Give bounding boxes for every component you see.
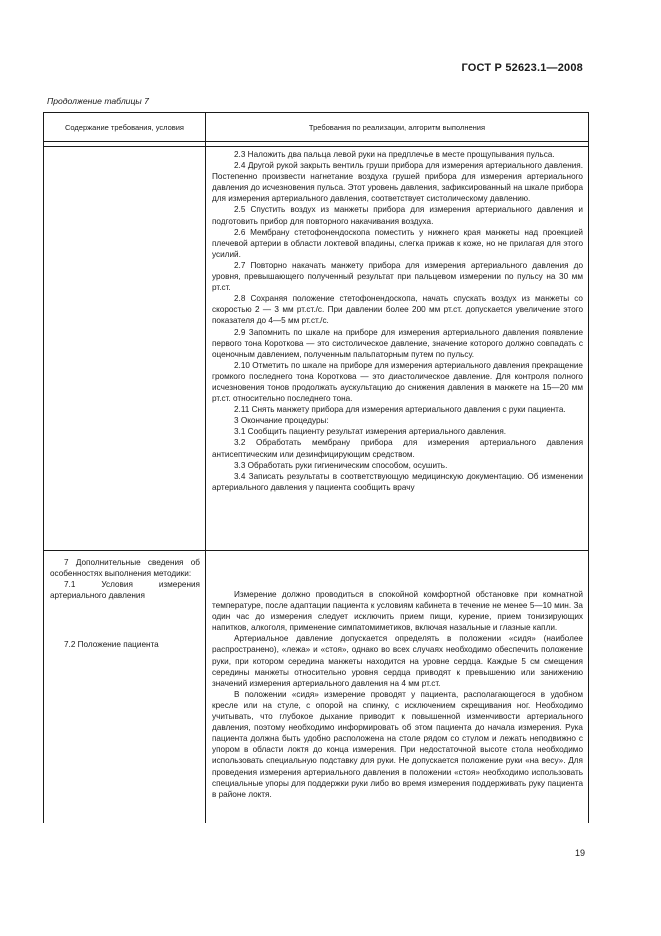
column-divider bbox=[205, 113, 206, 823]
step-3-4: 3.4 Записать результаты в соответствующую медицинскую документацию. Об изменении артериального давления у пациента сообщить врачу bbox=[212, 471, 583, 492]
row-separator bbox=[44, 550, 588, 551]
step-2-10: 2.10 Отметить по шкале на приборе для измерения артериального давления прекращение громкого последнего тона Короткова — это диастолическое давление. Для контроля полного исчезновения тонов продолжать аускультацию до снижения давления в манжете на 15—20 мм рт.ст. относительно последнего тона. bbox=[212, 360, 583, 404]
sitting-position-paragraph: В положении «сидя» измерение проводят у пациента, располагающегося в удобном кресле или на стуле, с опорой на спинку, с исключением скрещивания ног. Необходимо учитывать, что глубокое дыхание приводит к повышенной изменчивости артериального давления, поэтому необходимо информировать об этом пациента до начала измерения. Рука пациента должна быть удобно расположена на столе рядом со стулом и лежать неподвижно с упором в области локтя до конца измерения. При недостаточной высоте стола необходимо использовать специальную подставку для руки. Не допускается положение руки «на весу». Для проведения измерения артериального давления в положении «стоя» необходимо использовать специальные упоры для поддержки руки либо во время измерения поддерживать руку пациента в районе локтя. bbox=[212, 689, 583, 799]
row-2-content-cell bbox=[50, 557, 200, 650]
item-7-2: 7.2 Положение пациента bbox=[64, 640, 159, 650]
step-2-5: 2.5 Спустить воздух из манжеты прибора для измерения артериального давления и подготовить прибор для повторного накачивания воздуха. bbox=[212, 205, 583, 226]
step-2-11: 2.11 Снять манжету прибора для измерения артериального давления с руки пациента. bbox=[234, 405, 566, 415]
step-3-1: 3.1 Сообщить пациенту результат измерения артериального давления. bbox=[234, 427, 507, 437]
step-2-3: 2.3 Наложить два пальца левой руки на предплечье в месте прощупывания пульса. bbox=[234, 150, 555, 159]
page-number: 19 bbox=[574, 848, 585, 858]
header-rule bbox=[44, 141, 588, 142]
position-paragraph: Артериальное давление допускается определять в положении «сидя» (наиболее распространено), «лежа» и «стоя», однако во всех случаях необходимо обеспечить положение руки, при котором середина манжеты находится на уровне сердца. Каждые 5 см смещения середины манжеты относительно уровня сердца приводят к превышению или занижению значений измерения артериального давления на 4 мм рт.ст. bbox=[212, 634, 583, 688]
requirements-table bbox=[43, 112, 589, 823]
row-2-requirements-cell bbox=[212, 589, 583, 800]
step-2-7: 2.7 Повторно накачать манжету прибора для измерения артериального давления до уровня, превышающего полученный результат при пальцевом измерении по пульсу на 30 мм рт.ст. bbox=[212, 260, 583, 293]
column-header-content: Содержание требования, условия bbox=[65, 123, 184, 132]
step-3-3: 3.3 Обработать руки гигиеническим способом, осушить. bbox=[234, 460, 448, 470]
header-rule-double bbox=[44, 146, 588, 147]
item-7-1: 7.1 Условия измерения артериального давления bbox=[50, 580, 200, 601]
item-7: 7 Дополнительные сведения об особенностях выполнения методики: bbox=[50, 558, 200, 579]
table-caption: Продолжение таблицы 7 bbox=[47, 96, 149, 106]
step-3: 3 Окончание процедуры: bbox=[234, 416, 329, 426]
step-2-6: 2.6 Мембрану стетофонендоскопа поместить у нижнего края манжеты над проекцией плечевой артерии в области локтевой впадины, слегка прижав к коже, но не прилагая для этого усилий. bbox=[212, 227, 583, 259]
conditions-paragraph: Измерение должно проводиться в спокойной комфортной обстановке при комнатной температуре, после адаптации пациента к условиям кабинета в течение не менее 5—10 мин. За один час до измерения следует исключить прием пищи, курение, прием тонизирующих напитков, алкоголя, применение симпатомиметиков, включая назальные и глазные капли. bbox=[212, 590, 583, 633]
column-header-requirements: Требования по реализации, алгоритм выполнения bbox=[308, 123, 486, 132]
step-2-4: 2.4 Другой рукой закрыть вентиль груши прибора для измерения артериального давления. Постепенно произвести нагнетание воздуха грушей прибора для измерения артериального давления до исчезновения пульса. Этот уровень давления, зафиксированный на шкале прибора для измерения артериального давления, соответствует систолическому давлению. bbox=[212, 161, 583, 204]
row-1-requirements-cell bbox=[212, 149, 583, 493]
step-2-9: 2.9 Запомнить по шкале на приборе для измерения артериального давления появление первого тона Короткова — это систолическое давление, значение которого должно совпадать с оценочным давлением, полученным пальпаторным путем по пульсу. bbox=[212, 327, 583, 359]
step-2-8: 2.8 Сохраняя положение стетофонендоскопа, начать спускать воздух из манжеты со скоростью 2 — 3 мм рт.ст./с. При давлении более 200 мм рт.ст. допускается увеличение этого показателя до 4—5 мм рт.ст./с. bbox=[212, 294, 583, 326]
step-3-2: 3.2 Обработать мембрану прибора для измерения артериального давления антисептическим или дезинфицирующим средством. bbox=[212, 438, 583, 459]
document-standard-header: ГОСТ Р 52623.1—2008 bbox=[461, 62, 583, 74]
